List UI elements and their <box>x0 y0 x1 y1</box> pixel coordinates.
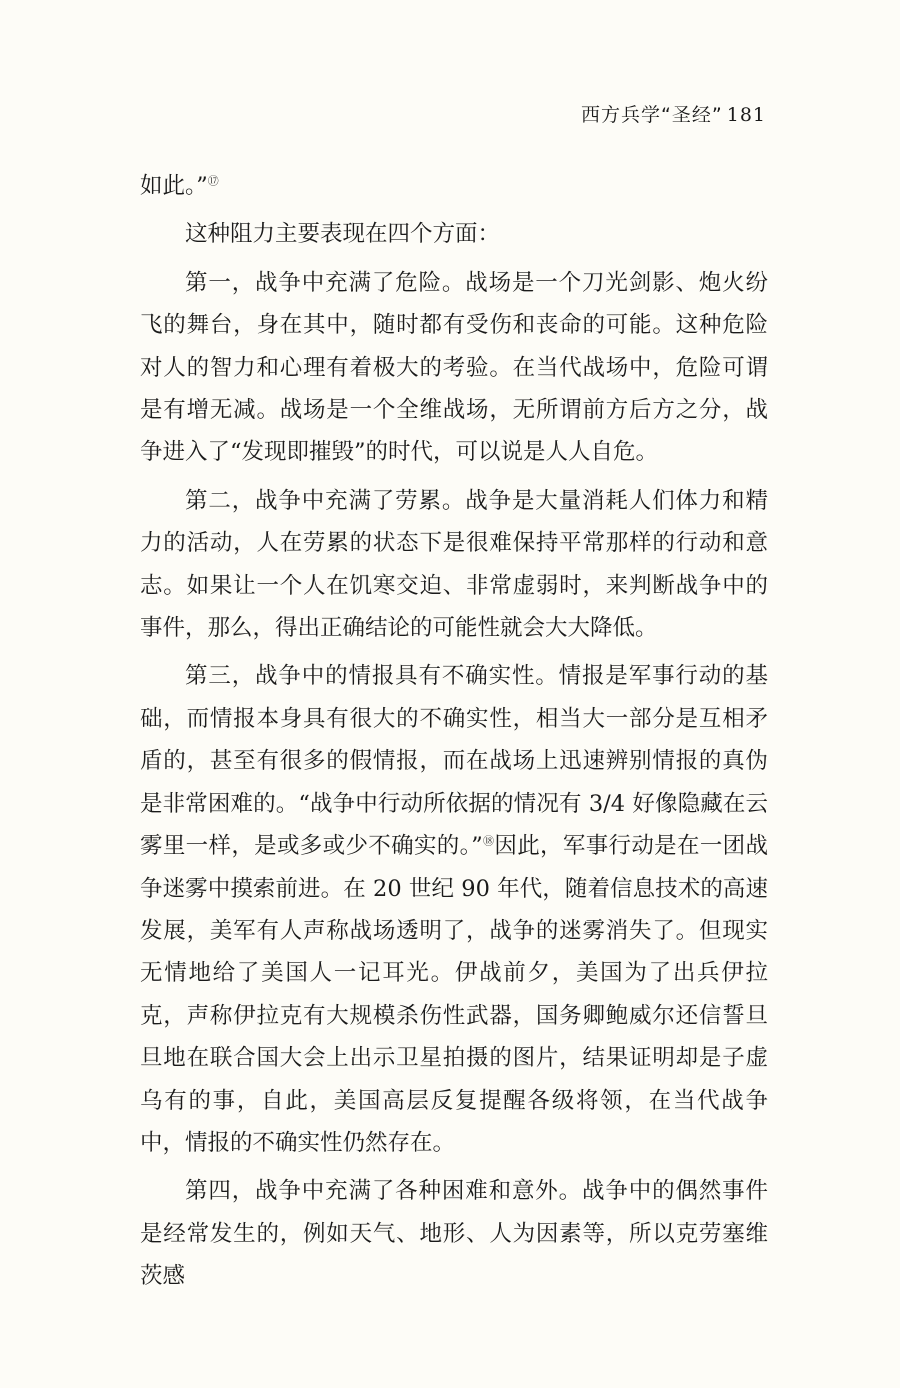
paragraph-continuation <box>140 165 768 207</box>
footnote-marker: ⑰ <box>207 174 219 188</box>
page-number: 181 <box>726 104 766 126</box>
paragraph-difficulties: 第四，战争中充满了各种困难和意外。战争中的偶然事件是经常发生的，例如天气、地形、人为因素等，所以克劳塞维茨感 <box>140 1178 768 1290</box>
paragraph-intelligence <box>140 655 768 1164</box>
body-text <box>140 165 768 1304</box>
paragraph-text: 如此。” <box>140 173 208 199</box>
paragraph-text: 因此，军事行动是在一团战争迷雾中摸索前进。在 20 世纪 90 年代，随着信息技术的高速发展，美军有人声称战场透明了，战争的迷雾消失了。但现实无情地给了美国人一记耳光。伊战前夕，美国为了出兵伊拉克，声称伊拉克有大规模杀伤性武器，国务卿鲍威尔还信誓旦旦地在联合国大会上出示卫星拍摄的图片，结果证明却是子虚乌有的事，自此，美国高层反复提醒各级将领，在当代战争中，情报的不确实性仍然存在。 <box>140 833 768 1156</box>
paragraph-fatigue: 第二，战争中充满了劳累。战争是大量消耗人们体力和精力的活动，人在劳累的状态下是很难保持平常那样的行动和意志。如果让一个人在饥寒交迫、非常虚弱时，来判断战争中的事件，那么，得出正确结论的可能性就会大大降低。 <box>140 487 768 642</box>
footnote-marker: ⑱ <box>482 834 495 848</box>
paragraph-text: 第三，战争中的情报具有不确实性。情报是军事行动的基础，而情报本身具有很大的不确实性，相当大一部分是互相矛盾的，甚至有很多的假情报，而在战场上迅速辨别情报的真伪是非常困难的。“战争中行动所依据的情况有 3/4 好像隐藏在云雾里一样，是或多或少不确实的。” <box>140 663 768 860</box>
header-title: 西方兵学“圣经” <box>581 104 723 126</box>
paragraph-danger: 第一，战争中充满了危险。战场是一个刀光剑影、炮火纷飞的舞台，身在其中，随时都有受伤和丧命的可能。这种危险对人的智力和心理有着极大的考验。在当代战场中，危险可谓是有增无减。战场是一个全维战场，无所谓前方后方之分，战争进入了“发现即摧毁”的时代，可以说是人人自危。 <box>140 269 768 466</box>
running-header <box>581 100 766 127</box>
paragraph-intro: 这种阻力主要表现在四个方面： <box>185 221 501 248</box>
